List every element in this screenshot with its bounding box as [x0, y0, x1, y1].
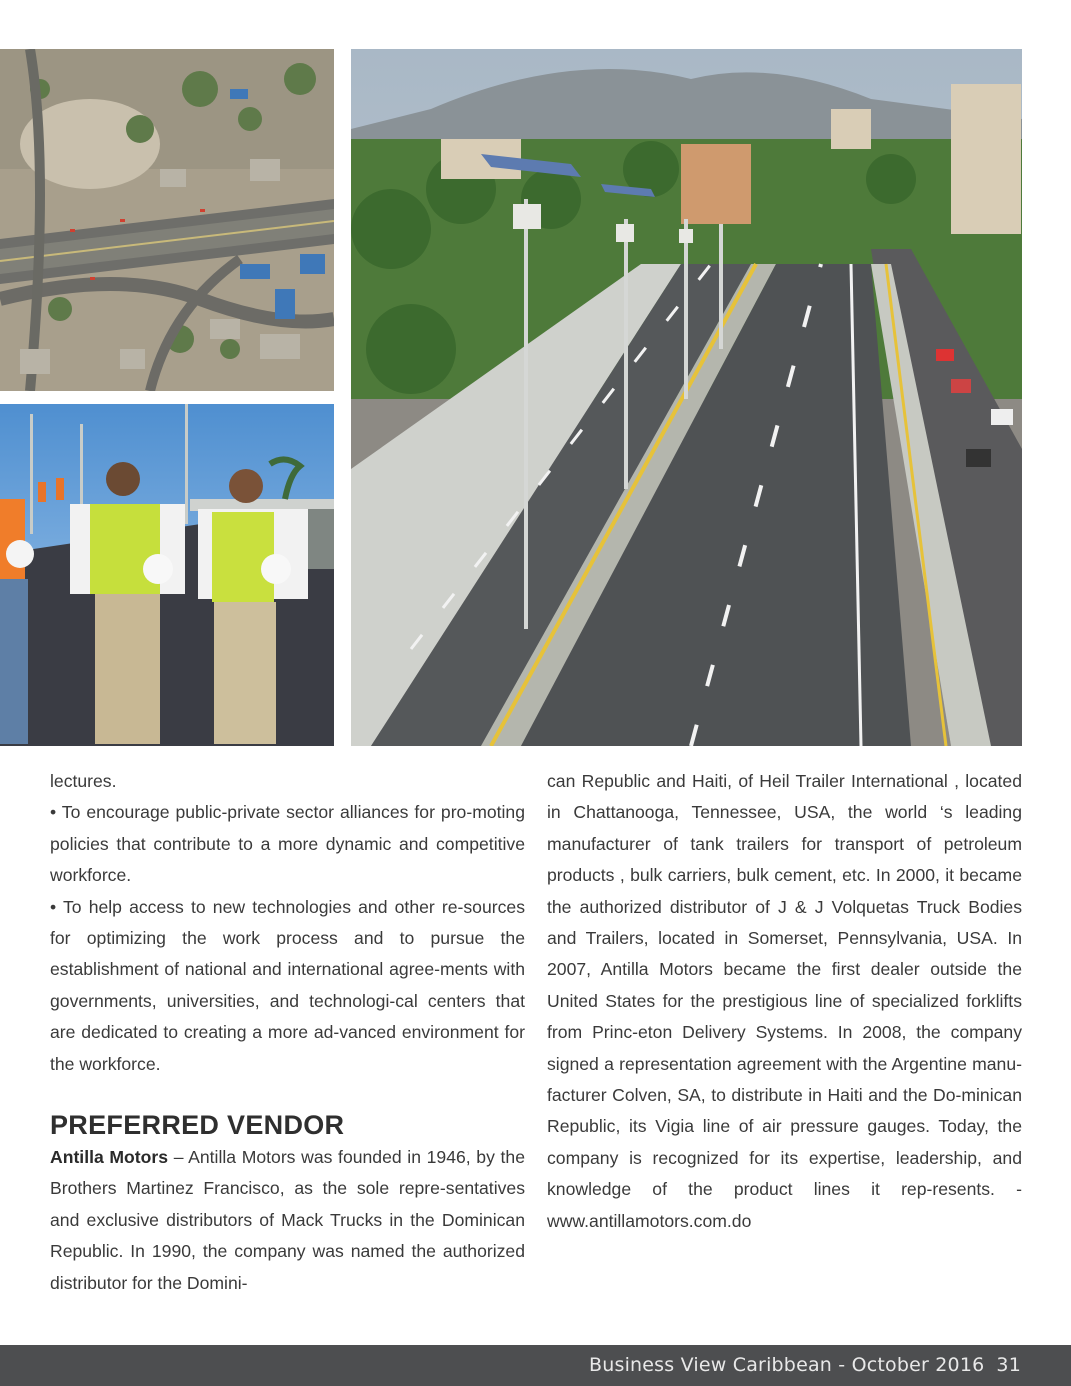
bullet-technologies: • To help access to new technologies and other re-sources for optimizing the work process and to pursue the establishment of national and international agree-ments with governments, universities, and technologi-cal centers that are dedicated to creating a more ad-vanced environment for the workforce. — [50, 896, 525, 1074]
publication-info: Business View Caribbean - October 2016 — [589, 1354, 985, 1376]
vendor-name: Antilla Motors — [50, 1147, 169, 1168]
footer-text — [589, 1354, 1021, 1376]
vendor-paragraph — [50, 1142, 525, 1299]
overpass-road-photo — [351, 49, 1022, 746]
workers-on-overpass-photo — [0, 404, 334, 746]
page-footer — [0, 1345, 1071, 1386]
vendor-paragraph-continued: can Republic and Haiti, of Heil Trailer International , located in Chattanooga, Tennessee, USA, the world ‘s leading manufacturer of tank trailers for transport of petroleum products , bulk carriers, bulk cement, etc. In 2000, it became the authorized distributor of J & J Volquetas Truck Bodies and Trailers, located in Somerset, Pennsylvania, USA. In 2007, Antilla Motors became the first dealer outside the United States for the prestigious line of specialized forklifts from Princ-eton Delivery Systems. In 2008, the company signed a representation agreement with the Argentine manu-facturer Colven, SA, to distribute in Haiti and the Do-minican Republic, its Vigia line of air pressure gauges. Today, the company is recognized for its expertise, leadership, and knowledge of the product lines it rep-resents. - www.antillamotors.com.do — [547, 771, 1022, 1231]
vendor-description: – Antilla Motors was founded in 1946, by the Brothers Martinez Francisco, as the sole repre-sentatives and exclusive distributors of Mack Trucks in the Dominican Republic. In 1990, the company was named the authorized distributor for the Domini- — [50, 1147, 525, 1293]
section-heading-preferred-vendor: PREFERRED VENDOR — [50, 1110, 345, 1141]
bullet-alliances: • To encourage public-private sector alliances for pro-moting policies that contribute to a more dynamic and competitive workforce. — [50, 802, 525, 886]
aerial-highway-photo — [0, 49, 334, 391]
paragraph-lectures: lectures. — [50, 771, 117, 791]
page-number: 31 — [996, 1354, 1021, 1376]
right-text-column — [547, 766, 1022, 1237]
left-text-column — [50, 766, 525, 1299]
